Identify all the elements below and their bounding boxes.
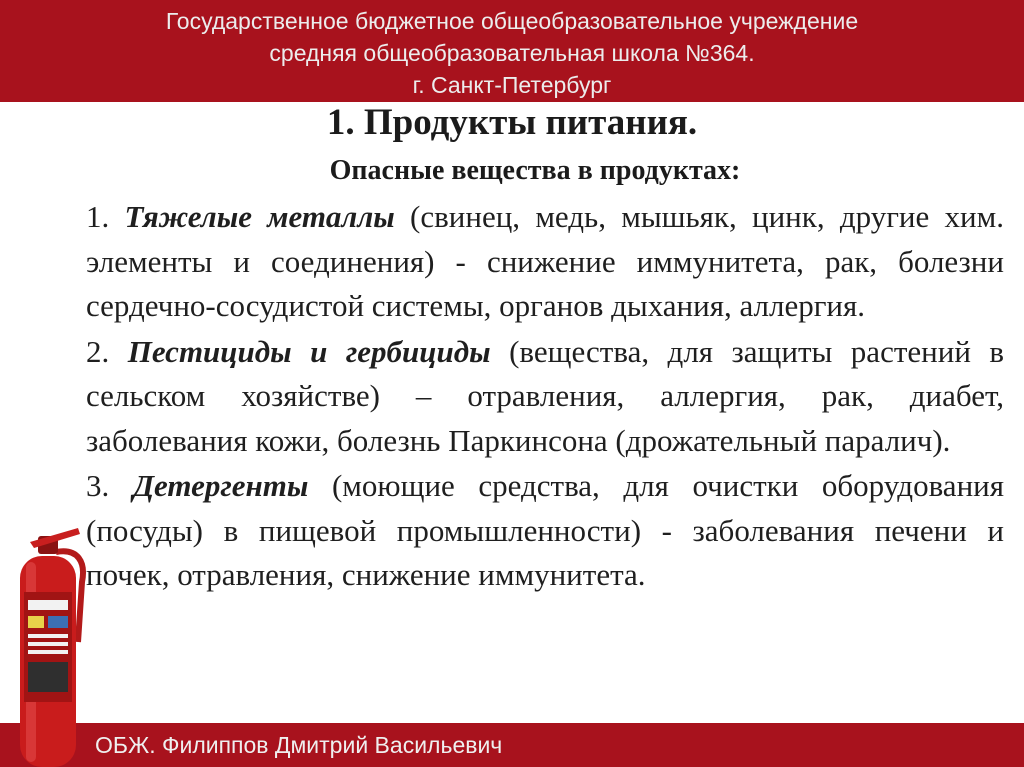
item-term: Детергенты: [132, 468, 309, 503]
school-name-line-2: средняя общеобразовательная школа №364.: [269, 40, 755, 66]
item-number: 1.: [86, 199, 110, 234]
list-item: [86, 195, 1004, 329]
content-list: [86, 195, 1004, 599]
item-description: (свинец, медь, мышьяк, цинк, другие хим. элементы и соединения) - снижение иммунитета, рак, болезни сердечно-сосудистой системы, органов дыхания, аллергия.: [86, 199, 1005, 323]
fire-extinguisher-icon: [8, 522, 88, 767]
slide-title: 1. Продукты питания.: [326, 102, 698, 143]
list-item: [86, 330, 1004, 464]
author-name: ОБЖ. Филиппов Дмитрий Васильевич: [95, 732, 503, 758]
item-description: (вещества, для защиты растений в сельском хозяйстве) – отравления, аллергия, рак, диабет, заболевания кожи, болезнь Паркинсона (дрожательный паралич).: [86, 333, 1005, 458]
item-number: 3.: [86, 468, 110, 503]
school-city-line: г. Санкт-Петербург: [412, 72, 612, 98]
item-term: Пестициды и гербициды: [127, 333, 491, 369]
item-description: (моющие средства, для очистки оборудования (посуды) в пищевой промышленности) - заболевания печени и почек, отравления, снижение иммунитета.: [86, 468, 1005, 592]
slide-subtitle: Опасные вещества в продуктах:: [329, 155, 741, 186]
item-term: Тяжелые металлы: [124, 199, 395, 234]
school-name-line-1: Государственное бюджетное общеобразовательное учреждение: [165, 8, 859, 34]
item-number: 2.: [86, 333, 110, 369]
footer-banner: [0, 723, 1024, 767]
header-banner: [0, 0, 1024, 102]
list-item: [86, 464, 1004, 598]
